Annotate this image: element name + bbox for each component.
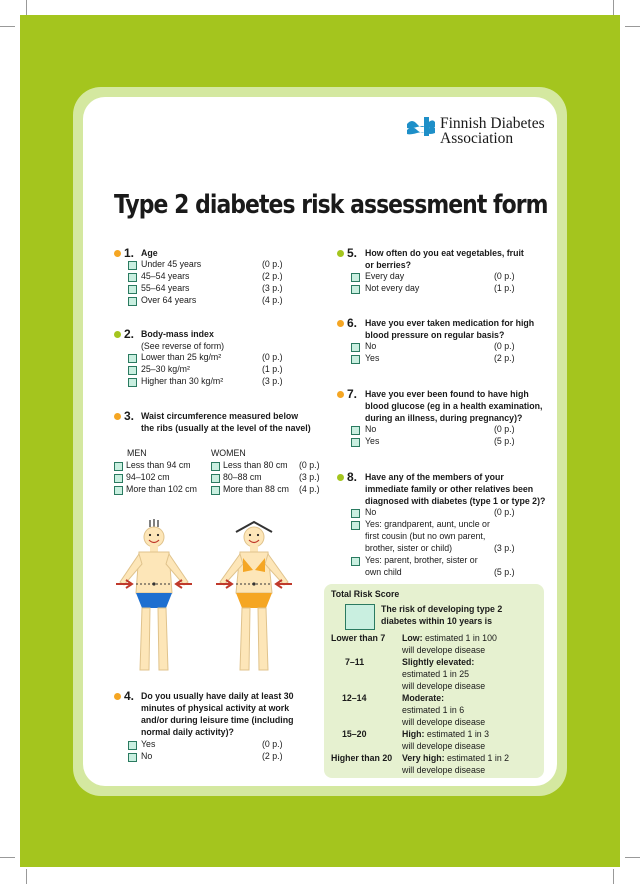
option-points: (5 p.): [494, 436, 515, 446]
checkbox[interactable]: [351, 438, 360, 447]
option-label: 45–54 years: [141, 271, 190, 281]
score-level: Very high:: [402, 753, 445, 763]
question-8-number: 8.: [347, 470, 358, 484]
score-level-row: [402, 753, 509, 765]
question-4-text-line: and/or during leisure time (including: [141, 715, 294, 725]
score-range: 7–11: [345, 657, 365, 667]
crop-mark: [0, 857, 15, 858]
checkbox[interactable]: [211, 462, 220, 471]
question-8-text-line: immediate family or other relatives been: [365, 484, 534, 494]
question-6-number: 6.: [347, 316, 358, 330]
option-points: (2 p.): [494, 353, 515, 363]
score-estimate: will develope disease: [402, 645, 486, 655]
bullet-icon: [114, 413, 121, 420]
option-points: (0 p.): [494, 271, 515, 281]
crop-mark: [625, 857, 640, 858]
question-7-text-line: during an illness, during pregnancy)?: [365, 413, 523, 423]
score-estimate: will develope disease: [402, 741, 486, 751]
question-8-text-line: diagnosed with diabetes (type 1 or type 2)?: [365, 496, 546, 506]
option-label: Yes: [365, 436, 380, 446]
option-label: More than 102 cm: [126, 484, 197, 494]
option-points: (0 p.): [494, 341, 515, 351]
score-header: Total Risk Score: [331, 589, 400, 599]
checkbox[interactable]: [114, 486, 123, 495]
checkbox[interactable]: [128, 753, 137, 762]
checkbox[interactable]: [351, 355, 360, 364]
option-points: (0 p.): [262, 259, 283, 269]
bullet-icon: [337, 391, 344, 398]
crop-mark: [613, 0, 614, 15]
score-description-line: The risk of developing type 2: [381, 604, 503, 614]
bullet-icon: [337, 474, 344, 481]
question-6-text-line: blood pressure on regular basis?: [365, 330, 505, 340]
checkbox[interactable]: [128, 366, 137, 375]
question-4-text-line: Do you usually have daily at least 30: [141, 691, 294, 701]
man-figure-icon: [112, 518, 202, 678]
checkbox[interactable]: [211, 474, 220, 483]
checkbox[interactable]: [128, 297, 137, 306]
score-estimate: will develope disease: [402, 681, 486, 691]
bullet-icon: [337, 250, 344, 257]
question-4-text-line: normal daily activity)?: [141, 727, 234, 737]
checkbox[interactable]: [128, 378, 137, 387]
total-score-input[interactable]: [345, 604, 375, 630]
option-points: (2 p.): [262, 751, 283, 761]
option-label: Yes: parent, brother, sister or: [365, 555, 478, 565]
crop-mark: [26, 0, 27, 15]
question-1-number: 1.: [124, 246, 135, 260]
option-label: brother, sister or child): [365, 543, 453, 553]
score-level: Slightly elevated:: [402, 657, 475, 667]
crop-mark: [26, 869, 27, 884]
score-range: 12–14: [342, 693, 367, 703]
option-label: first cousin (but no own parent,: [365, 531, 486, 541]
option-points: (3 p.): [262, 283, 283, 293]
option-points: (0 p.): [494, 424, 515, 434]
checkbox[interactable]: [128, 354, 137, 363]
bullet-icon: [337, 320, 344, 327]
bullet-icon: [114, 250, 121, 257]
option-label: 80–88 cm: [223, 472, 262, 482]
question-5-text-line: How often do you eat vegetables, fruit: [365, 248, 524, 258]
question-1-text: Age: [141, 248, 158, 258]
score-range: Lower than 7: [331, 633, 386, 643]
score-level-row: [402, 633, 497, 645]
option-points: (4 p.): [262, 295, 283, 305]
question-4-text-line: minutes of physical activity at work: [141, 703, 290, 713]
association-logo: [406, 116, 545, 146]
option-label: No: [141, 751, 153, 761]
checkbox[interactable]: [351, 273, 360, 282]
score-level-row: [402, 729, 489, 741]
option-points: (0 p.): [494, 507, 515, 517]
option-label: Lower than 25 kg/m²: [141, 352, 222, 362]
checkbox[interactable]: [211, 486, 220, 495]
score-estimate: estimated 1 in 25: [402, 669, 469, 679]
option-label: Over 64 years: [141, 295, 197, 305]
option-points: (1 p.): [494, 283, 515, 293]
score-description-line: diabetes within 10 years is: [381, 616, 492, 626]
option-points: (3 p.): [262, 376, 283, 386]
checkbox[interactable]: [114, 462, 123, 471]
woman-figure-icon: [210, 518, 300, 678]
option-points: (2 p.): [262, 271, 283, 281]
option-label: Yes: grandparent, aunt, uncle or: [365, 519, 490, 529]
score-level: Moderate:: [402, 693, 445, 703]
question-7-text-line: Have you ever been found to have high: [365, 389, 529, 399]
option-label: Yes: [141, 739, 156, 749]
question-3-number: 3.: [124, 409, 135, 423]
score-estimate: will develope disease: [402, 765, 486, 775]
option-label: Every day: [365, 271, 405, 281]
checkbox[interactable]: [128, 261, 137, 270]
question-2-text: Body-mass index: [141, 329, 214, 339]
score-level: High:: [402, 729, 425, 739]
women-header: WOMEN: [211, 448, 246, 458]
question-5-number: 5.: [347, 246, 358, 260]
option-points: (0 p.): [299, 460, 320, 470]
option-points: (3 p.): [299, 472, 320, 482]
checkbox[interactable]: [351, 285, 360, 294]
checkbox[interactable]: [351, 426, 360, 435]
question-6-text-line: Have you ever taken medication for high: [365, 318, 535, 328]
option-label: No: [365, 341, 377, 351]
option-label: Not every day: [365, 283, 420, 293]
score-estimate: estimated 1 in 6: [402, 705, 465, 715]
option-label: Under 45 years: [141, 259, 202, 269]
option-points: (5 p.): [494, 567, 515, 577]
question-4-number: 4.: [124, 689, 135, 703]
logo-line-1: Finnish Diabetes: [440, 115, 545, 132]
option-label: 94–102 cm: [126, 472, 170, 482]
checkbox[interactable]: [114, 474, 123, 483]
question-3-text-line: Waist circumference measured below: [141, 411, 299, 421]
option-label: 25–30 kg/m²: [141, 364, 190, 374]
wave-logo-icon: [406, 116, 436, 136]
question-7-text-line: blood glucose (eg in a health examination,: [365, 401, 543, 411]
score-estimate: estimated 1 in 3: [424, 729, 490, 739]
option-label: No: [365, 507, 377, 517]
option-label: Higher than 30 kg/m²: [141, 376, 224, 386]
logo-line-2: Association: [440, 130, 514, 147]
option-label: More than 88 cm: [223, 484, 290, 494]
option-points: (4 p.): [299, 484, 320, 494]
checkbox[interactable]: [351, 509, 360, 518]
option-label: Yes: [365, 353, 380, 363]
score-estimate: will develope disease: [402, 717, 486, 727]
question-2-note: (See reverse of form): [141, 341, 225, 351]
option-points: (0 p.): [262, 352, 283, 362]
bullet-icon: [114, 693, 121, 700]
question-3-text-line: the ribs (usually at the level of the navel): [141, 423, 311, 433]
score-range: Higher than 20: [331, 753, 393, 763]
question-7-number: 7.: [347, 387, 358, 401]
option-label: No: [365, 424, 377, 434]
option-points: (1 p.): [262, 364, 283, 374]
checkbox[interactable]: [128, 273, 137, 282]
question-5-text-line: or berries?: [365, 260, 411, 270]
option-label: 55–64 years: [141, 283, 190, 293]
crop-mark: [613, 869, 614, 884]
checkbox[interactable]: [128, 285, 137, 294]
page-title: Type 2 diabetes risk assessment form: [114, 190, 548, 220]
checkbox[interactable]: [128, 741, 137, 750]
score-level: Low:: [402, 633, 423, 643]
checkbox[interactable]: [351, 521, 360, 530]
option-points: (3 p.): [494, 543, 515, 553]
option-label: Less than 94 cm: [126, 460, 191, 470]
men-header: MEN: [127, 448, 147, 458]
score-range: 15–20: [342, 729, 367, 739]
score-estimate: estimated 1 in 100: [422, 633, 497, 643]
score-estimate: estimated 1 in 2: [444, 753, 510, 763]
option-points: (0 p.): [262, 739, 283, 749]
option-label: own child: [365, 567, 402, 577]
question-2-number: 2.: [124, 327, 135, 341]
question-8-text-line: Have any of the members of your: [365, 472, 504, 482]
checkbox[interactable]: [351, 343, 360, 352]
option-label: Less than 80 cm: [223, 460, 288, 470]
bullet-icon: [114, 331, 121, 338]
crop-mark: [625, 26, 640, 27]
crop-mark: [0, 26, 15, 27]
checkbox[interactable]: [351, 557, 360, 566]
